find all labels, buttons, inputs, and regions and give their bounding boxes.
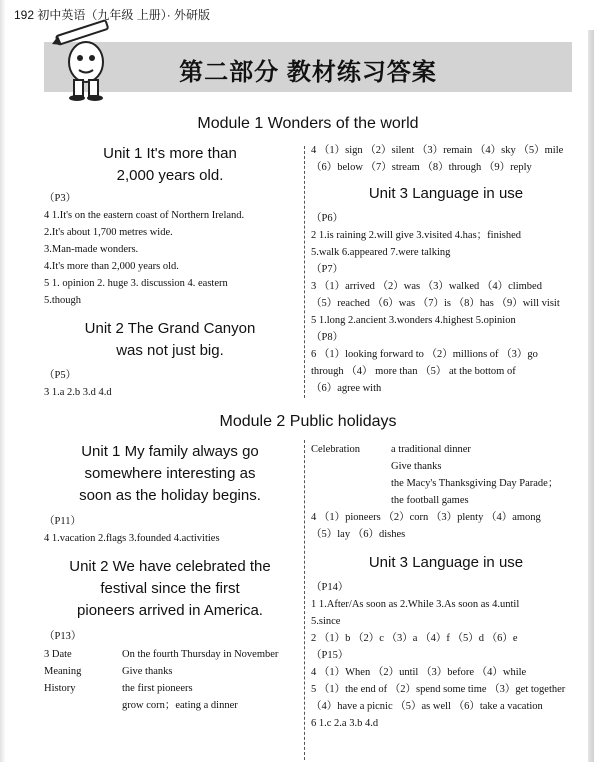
answer-line: 5.though [44, 295, 82, 306]
answer-line: （P3） [44, 193, 77, 204]
answer-line: 2 （1）b （2）c （3）a （4）f （5）d （6）e [311, 633, 518, 644]
answer-line: 5 （1）the end of （2）spend some time （3）get together [311, 684, 566, 695]
answer-line: （P7） [311, 264, 344, 275]
answer-line: 4 （1）pioneers （2）corn （3）plenty （4）among [311, 512, 541, 523]
m1-unit1-answers [44, 190, 302, 309]
answer-line: 4 （1）sign （2）silent （3）remain （4）sky （5）mile [311, 145, 564, 156]
m2-unit3-answers [311, 579, 581, 732]
thanksgiving-table-left [44, 646, 302, 714]
page-edge-right [588, 30, 594, 762]
answer-line: （P6） [311, 213, 344, 224]
answer-line: 3 （1）arrived （2）was （3）walked （4）climbed [311, 281, 542, 292]
answer-line: 4 1.It's on the eastern coast of Northern Ireland. [44, 210, 245, 221]
m1-unit1-title-line2: 2,000 years old. [116, 167, 224, 184]
m1-right-top-answers [311, 142, 581, 176]
m1-unit1-title-line1: Unit 1 It's more than [103, 145, 237, 162]
m1-unit2-title [44, 318, 296, 362]
answer-line: 4.It's more than 2,000 years old. [44, 261, 179, 272]
answer-line: 3 1.a 2.b 3.d 4.d [44, 387, 112, 398]
module1-title: Module 1 Wonders of the world [197, 115, 419, 132]
answer-line: 5.since [311, 616, 341, 627]
m2-unit2-title-line1: Unit 2 We have celebrated the [69, 558, 271, 575]
table-value [391, 441, 558, 509]
answer-line: （P8） [311, 332, 344, 343]
answer-line: 1 1.After/As soon as 2.While 3.As soon as 4.until [311, 599, 520, 610]
m2-right-mid-answers [311, 509, 581, 543]
column-divider [304, 146, 305, 398]
running-header: 192 初中英语（九年级 上册）· 外研版 [14, 8, 211, 22]
answer-line: （P15） [311, 650, 349, 661]
answer-line: 5 1. opinion 2. huge 3. discussion 4. eastern [44, 278, 228, 289]
table-key: History [44, 683, 76, 694]
m2-unit2-title-line2: festival since the first [100, 580, 240, 597]
table-key [44, 697, 122, 714]
m1-unit3-answers [311, 210, 581, 397]
m2-unit1-title-line3: soon as the holiday begins. [79, 487, 261, 504]
table-value-line: Give thanks [391, 461, 442, 472]
thanksgiving-table-right [311, 441, 583, 509]
page-ref: （P13） [44, 631, 82, 642]
banner-title: 第二部分 教材练习答案 [179, 59, 437, 86]
m2-unit2-title-line3: pioneers arrived in America. [77, 602, 263, 619]
answer-line: 5 1.long 2.ancient 3.wonders 4.highest 5.opinion [311, 315, 516, 326]
answer-line: 3.Man-made wonders. [44, 244, 139, 255]
m1-unit2-title-line2: was not just big. [116, 342, 224, 359]
answer-line: （6）agree with [311, 383, 382, 394]
table-key: Celebration [311, 444, 360, 455]
table-row [44, 697, 302, 714]
table-key: Meaning [44, 666, 82, 677]
answer-line: through （4） more than （5） at the bottom of [311, 366, 516, 377]
m1-unit2-title-line1: Unit 2 The Grand Canyon [84, 320, 256, 337]
table-row [44, 646, 302, 663]
answer-line: （5）lay （6）dishes [311, 529, 406, 540]
answer-line: 5.walk 6.appeared 7.were talking [311, 247, 451, 258]
table-value-line: the Macy's Thanksgiving Day Parade； [391, 478, 559, 489]
table-value-line: the football games [391, 495, 469, 506]
m2-unit2-title [44, 556, 296, 622]
page-edge-left [0, 0, 6, 762]
table-value: Give thanks [122, 666, 173, 677]
answer-line: （P5） [44, 370, 77, 381]
answer-line: 6 1.c 2.a 3.b 4.d [311, 718, 379, 729]
table-value: On the fourth Thursday in November [122, 649, 279, 660]
module2-title: Module 2 Public holidays [219, 413, 397, 430]
answer-line: （P14） [311, 582, 349, 593]
m2-unit1-title-line2: somewhere interesting as [84, 465, 256, 482]
table-row [44, 680, 302, 697]
table-row [44, 663, 302, 680]
answer-line: （5）reached （6）was （7）is （8）has （9）will visit [311, 298, 560, 309]
answer-line: （6）below （7）stream （8）through （9）reply [311, 162, 532, 173]
table-value: the first pioneers [122, 683, 193, 694]
answer-line: 6 （1）looking forward to （2）millions of （3）go [311, 349, 538, 360]
answer-line: （P11） [44, 516, 81, 527]
answer-line: 4 （1）When （2）until （3）before （4）while [311, 667, 527, 678]
m2-unit3-title: Unit 3 Language in use [368, 554, 524, 571]
m1-unit1-title [44, 143, 296, 187]
answer-line: 2.It's about 1,700 metres wide. [44, 227, 173, 238]
answer-line: 4 1.vacation 2.flags 3.founded 4.activities [44, 533, 220, 544]
m2-unit1-answers [44, 513, 302, 547]
table-value: grow corn；eating a dinner [122, 700, 238, 711]
answer-line: 2 1.is raining 2.will give 3.visited 4.has；finished [311, 230, 521, 241]
m1-unit3-title: Unit 3 Language in use [368, 185, 524, 202]
m2-unit1-title [44, 441, 296, 507]
column-divider [304, 440, 305, 760]
table-value-line: a traditional dinner [391, 444, 471, 455]
m2-unit1-title-line1: Unit 1 My family always go [81, 443, 259, 460]
answer-line: （4）have a picnic （5）as well （6）take a vacation [311, 701, 543, 712]
table-key: 3 Date [44, 649, 72, 660]
m1-unit2-answers [44, 367, 302, 401]
